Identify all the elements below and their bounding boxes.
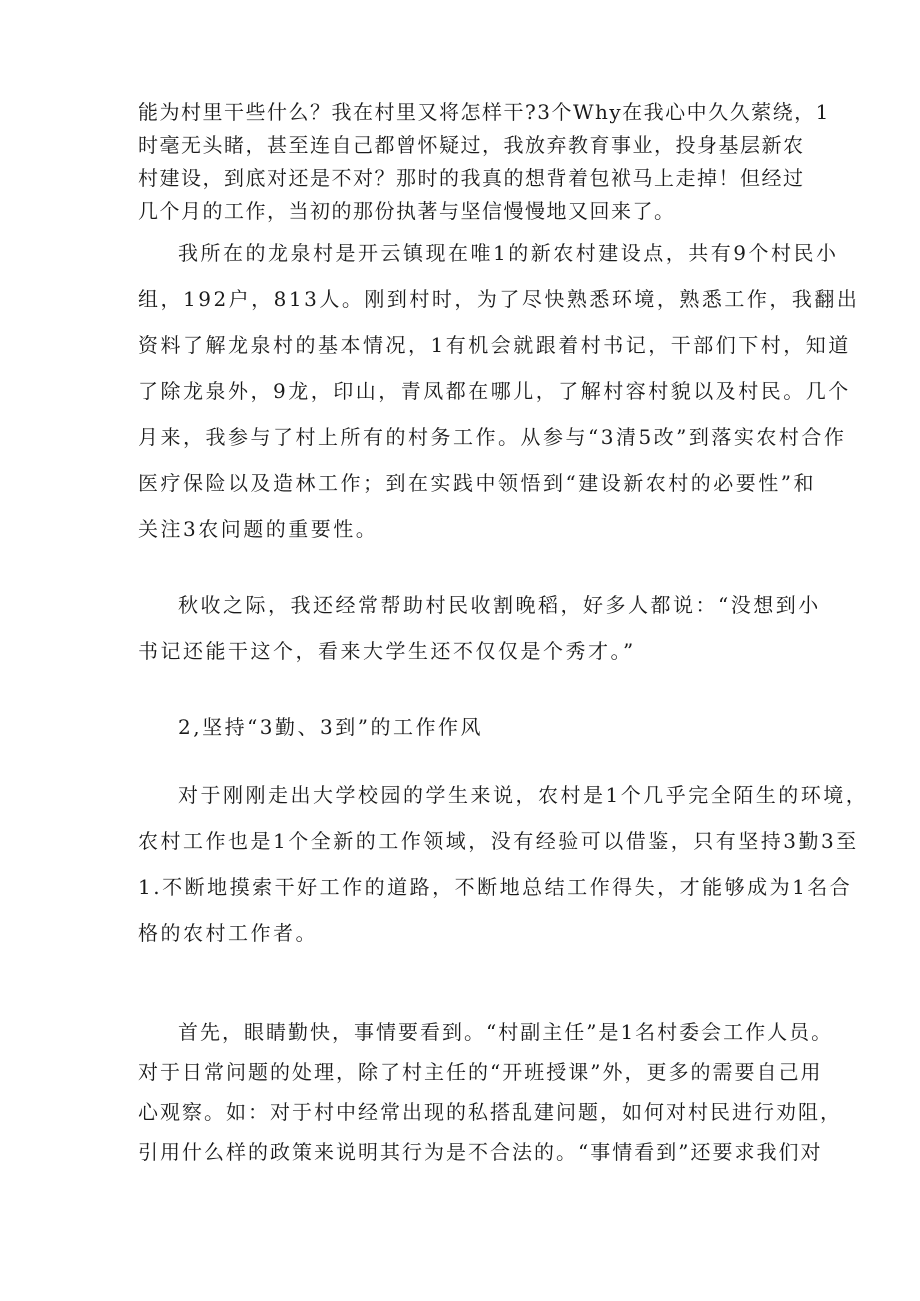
paragraph-5 — [138, 772, 869, 956]
text-line: 了除龙泉外，9龙，印山，青凤都在哪儿，了解村容村貌以及村民。几个 — [138, 379, 851, 403]
text-line: 心观察。如：对于村中经常出现的私搭乱建问题，如何对村民进行劝阻， — [138, 1100, 842, 1124]
text-line: 秋收之际，我还经常帮助村民收割晚稻，好多人都说：“没想到小 — [178, 593, 821, 617]
text-line: 农村工作也是1个全新的工作领域，没有经验可以借鉴，只有坚持3勤3至 — [138, 829, 859, 853]
text-line: 时毫无头睹，甚至连自己都曾怀疑过，我放弃教育事业，投身基层新农 — [138, 133, 805, 157]
paragraph-2 — [138, 230, 860, 552]
text-line: 对于刚刚走出大学校园的学生来说，农村是1个几乎完全陌生的环境， — [178, 783, 869, 807]
text-line: 能为村里干些什么？我在村里又将怎样干?3个Why在我心中久久萦绕，1 — [138, 100, 830, 124]
text-line: 医疗保险以及造林工作；到在实践中领悟到“建设新农村的必要性”和 — [138, 471, 816, 495]
paragraph-6 — [138, 1012, 842, 1172]
text-line: 月来，我参与了村上所有的村务工作。从参与“3清5改”到落实农村合作 — [138, 425, 847, 449]
section-heading — [138, 704, 798, 750]
heading-text: 2,坚持“3勤、3到”的工作作风 — [178, 715, 483, 739]
paragraph-3 — [138, 582, 821, 674]
text-line: 引用什么样的政策来说明其行为是不合法的。“事情看到”还要求我们对 — [138, 1140, 823, 1164]
text-line: 格的农村工作者。 — [138, 921, 318, 945]
text-line: 几个月的工作，当初的那份执著与坚信慢慢地又回来了。 — [138, 199, 676, 223]
text-line: 1.不断地摸索干好工作的道路，不断地总结工作得失，才能够成为1名合 — [138, 875, 853, 899]
text-line: 我所在的龙泉村是开云镇现在唯1的新农村建设点，共有9个村民小 — [178, 241, 839, 265]
text-line: 对于日常问题的处理，除了村主任的“开班授课”外，更多的需要自己用 — [138, 1060, 823, 1084]
text-line: 资料了解龙泉村的基本情况，1有机会就跟着村书记，干部们下村，知道 — [138, 333, 851, 357]
text-line: 村建设，到底对还是不对？那时的我真的想背着包袱马上走掉！但经过 — [138, 166, 805, 190]
text-line: 关注3农问题的重要性。 — [138, 517, 379, 541]
text-line: 组，192户，813人。刚到村时，为了尽快熟悉环境，熟悉工作，我翻出 — [138, 287, 860, 311]
paragraph-1 — [138, 96, 830, 228]
text-line: 首先，眼睛勤快，事情要看到。“村副主任”是1名村委会工作人员。 — [178, 1020, 834, 1044]
text-line: 书记还能干这个，看来大学生还不仅仅是个秀才。” — [138, 639, 636, 663]
